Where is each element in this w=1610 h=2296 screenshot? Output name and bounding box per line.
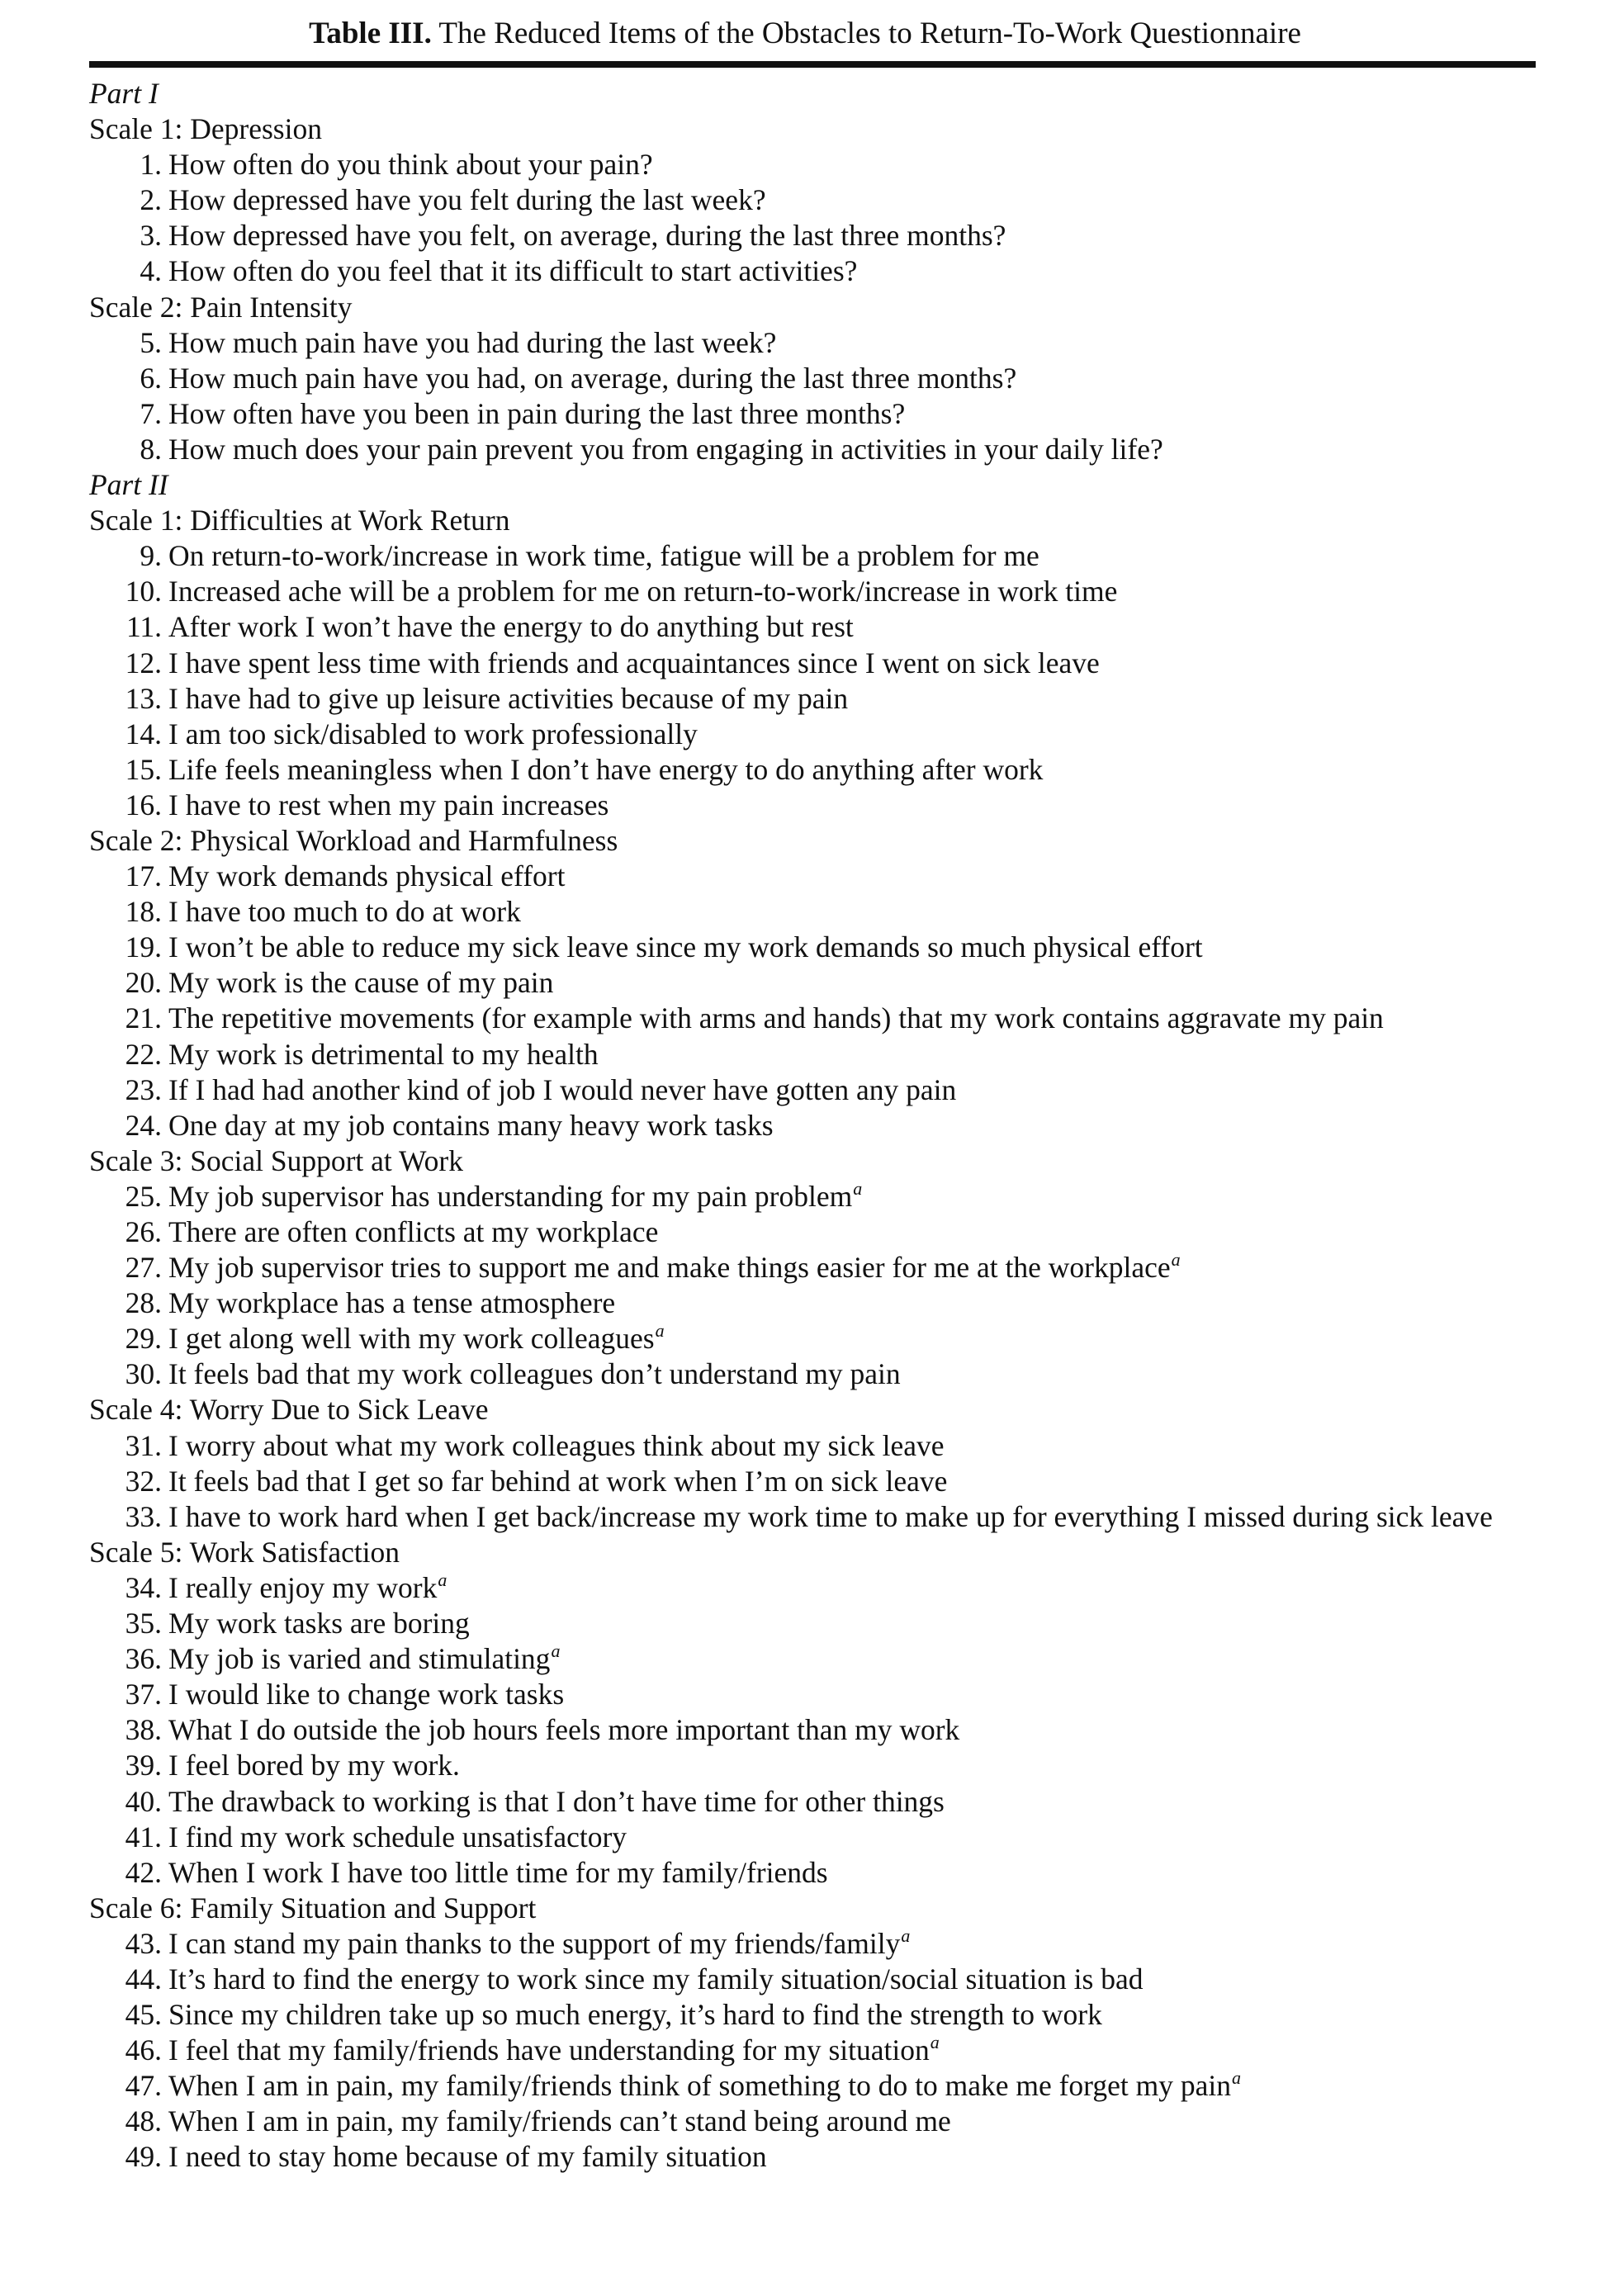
item-text-content: How depressed have you felt during the last week? xyxy=(168,183,766,217)
list-item xyxy=(89,1001,1542,1036)
item-text xyxy=(168,1429,945,1462)
table-caption xyxy=(0,15,1610,53)
item-number: 42. xyxy=(125,1855,162,1889)
scale-heading: Scale 2: Pain Intensity xyxy=(89,290,353,324)
item-number: 49. xyxy=(125,2140,162,2174)
list-item xyxy=(89,1037,1542,1072)
list-item xyxy=(89,1285,1542,1321)
item-number: 24. xyxy=(125,1108,162,1142)
item-number: 6. xyxy=(140,361,162,395)
item-text xyxy=(168,539,1039,572)
item-number: 28. xyxy=(125,1286,162,1320)
list-item xyxy=(89,1677,1542,1712)
header-rule xyxy=(89,61,1536,68)
item-text xyxy=(168,1820,627,1853)
item-text xyxy=(168,148,653,181)
item-number: 41. xyxy=(125,1820,162,1853)
item-text-content: The drawback to working is that I don’t have time for other things xyxy=(168,1784,945,1818)
list-item xyxy=(89,1356,1542,1392)
item-text-content: Increased ache will be a problem for me on return-to-work/increase in work time xyxy=(168,575,1118,608)
list-item xyxy=(89,182,1542,218)
item-number: 7. xyxy=(140,396,162,430)
list-item xyxy=(89,538,1542,574)
list-item xyxy=(89,2068,1542,2104)
item-text-content: My job is varied and stimulating xyxy=(168,1642,551,1676)
footnote-marker: a xyxy=(1231,2067,1241,2089)
item-text-content: My work tasks are boring xyxy=(168,1607,470,1640)
item-text xyxy=(168,1749,460,1782)
footnote-marker: a xyxy=(853,1177,863,1199)
item-text-content: When I work I have too little time for my family/friends xyxy=(168,1855,828,1889)
item-text xyxy=(168,610,854,643)
list-item xyxy=(89,1321,1542,1356)
item-text xyxy=(168,1785,945,1818)
item-text-content: After work I won’t have the energy to do anything but rest xyxy=(168,610,854,644)
item-text xyxy=(168,397,905,430)
list-item xyxy=(89,432,1542,467)
item-number: 26. xyxy=(125,1215,162,1248)
item-text-content: When I am in pain, my family/friends can’t stand being around me xyxy=(168,2104,951,2138)
item-text-content: When I am in pain, my family/friends think of something to do to make me forget my pain xyxy=(168,2069,1231,2103)
item-text-content: My work is detrimental to my health xyxy=(168,1037,599,1071)
item-text xyxy=(168,788,608,821)
item-text xyxy=(168,1465,947,1498)
item-number: 25. xyxy=(125,1179,162,1213)
list-item xyxy=(89,325,1542,361)
item-text-content: I need to stay home because of my family situation xyxy=(168,2140,767,2174)
item-text xyxy=(168,183,766,216)
item-text-content: I get along well with my work colleagues xyxy=(168,1322,655,1356)
item-text-content: I can stand my pain thanks to the support of my friends/family xyxy=(168,1926,901,1960)
item-text-content: How much pain have you had during the last week? xyxy=(168,325,777,359)
list-item xyxy=(89,965,1542,1001)
list-item xyxy=(89,1820,1542,1855)
list-item xyxy=(89,574,1542,609)
footnote-marker: a xyxy=(438,1569,447,1590)
item-text-content: I would like to change work tasks xyxy=(168,1678,565,1711)
item-number: 30. xyxy=(125,1357,162,1391)
item-number: 8. xyxy=(140,432,162,466)
list-item xyxy=(89,1464,1542,1499)
item-text xyxy=(168,1251,1181,1284)
item-text-content: It feels bad that my work colleagues don’t understand my pain xyxy=(168,1357,901,1391)
item-number: 31. xyxy=(125,1428,162,1462)
item-number: 22. xyxy=(125,1037,162,1071)
item-text xyxy=(168,2033,940,2066)
item-text xyxy=(168,646,1100,679)
item-text-content: I have to rest when my pain increases xyxy=(168,788,609,821)
footnote-marker: a xyxy=(551,1640,561,1662)
list-item xyxy=(89,1784,1542,1820)
part-heading: Part I xyxy=(89,77,159,110)
scale-heading: Scale 1: Difficulties at Work Return xyxy=(89,504,510,537)
item-text xyxy=(168,1286,615,1319)
item-number: 19. xyxy=(125,930,162,964)
item-number: 29. xyxy=(125,1322,162,1356)
item-number: 38. xyxy=(125,1713,162,1747)
list-item xyxy=(89,646,1542,681)
item-text-content: It feels bad that I get so far behind at work when I’m on sick leave xyxy=(168,1464,948,1498)
item-number: 32. xyxy=(125,1464,162,1498)
list-item xyxy=(89,1926,1542,1962)
item-text-content: How often have you been in pain during the last three months? xyxy=(168,396,906,430)
item-text xyxy=(168,1109,774,1142)
list-item xyxy=(89,930,1542,965)
item-text-content: My job supervisor has understanding for my pain problem xyxy=(168,1179,853,1213)
scale-heading: Scale 5: Work Satisfaction xyxy=(89,1535,400,1569)
item-number: 15. xyxy=(125,752,162,786)
item-number: 4. xyxy=(140,254,162,288)
list-item xyxy=(89,147,1542,182)
item-number: 27. xyxy=(125,1251,162,1285)
list-item xyxy=(89,1855,1542,1891)
list-item xyxy=(89,1748,1542,1783)
list-item xyxy=(89,2104,1542,2139)
list-item xyxy=(89,859,1542,894)
item-text-content: On return-to-work/increase in work time, fatigue will be a problem for me xyxy=(168,539,1039,573)
item-number: 10. xyxy=(125,575,162,608)
item-text xyxy=(168,1215,658,1248)
item-text xyxy=(168,1001,1384,1034)
table-title: The Reduced Items of the Obstacles to Return-To-Work Questionnaire xyxy=(438,17,1301,50)
item-number: 43. xyxy=(125,1926,162,1960)
item-text xyxy=(168,859,565,892)
list-item xyxy=(89,752,1542,788)
list-item xyxy=(89,788,1542,823)
item-text xyxy=(168,1038,599,1071)
item-number: 20. xyxy=(125,966,162,1000)
item-text xyxy=(168,930,1203,963)
item-text xyxy=(168,326,776,359)
item-text-content: My job supervisor tries to support me and make things easier for me at the workplace xyxy=(168,1251,1171,1285)
item-text-content: I won’t be able to reduce my sick leave since my work demands so much physical effort xyxy=(168,930,1203,964)
list-item xyxy=(89,1179,1542,1214)
item-text-content: There are often conflicts at my workplace xyxy=(168,1215,659,1248)
item-number: 39. xyxy=(125,1749,162,1782)
item-text-content: How depressed have you felt, on average, during the last three months? xyxy=(168,219,1006,253)
item-number: 48. xyxy=(125,2104,162,2138)
item-text xyxy=(168,1571,447,1604)
item-number: 23. xyxy=(125,1072,162,1106)
item-text-content: My workplace has a tense atmosphere xyxy=(168,1286,616,1320)
item-number: 1. xyxy=(140,148,162,182)
item-text-content: I have had to give up leisure activities because of my pain xyxy=(168,681,849,715)
footnote-marker: a xyxy=(901,1924,911,1946)
item-text xyxy=(168,2104,951,2137)
item-text-content: Life feels meaningless when I don’t have energy to do anything after work xyxy=(168,752,1044,786)
list-item xyxy=(89,253,1542,289)
item-number: 46. xyxy=(125,2033,162,2067)
scale-heading: Scale 4: Worry Due to Sick Leave xyxy=(89,1393,489,1427)
list-item xyxy=(89,396,1542,432)
list-item xyxy=(89,361,1542,396)
item-number: 13. xyxy=(125,681,162,715)
scale-heading: Scale 6: Family Situation and Support xyxy=(89,1891,537,1924)
item-text-content: I have spent less time with friends and acquaintances since I went on sick leave xyxy=(168,646,1100,679)
item-text xyxy=(168,1713,959,1746)
item-text-content: What I do outside the job hours feels more important than my work xyxy=(168,1713,960,1747)
item-number: 18. xyxy=(125,895,162,929)
item-text xyxy=(168,2069,1241,2102)
list-item xyxy=(89,609,1542,645)
item-number: 47. xyxy=(125,2069,162,2103)
item-text-content: How much pain have you had, on average, during the last three months? xyxy=(168,361,1017,395)
item-text xyxy=(168,219,1006,252)
item-number: 5. xyxy=(140,325,162,359)
item-text xyxy=(168,1607,470,1640)
part-heading: Part II xyxy=(89,468,168,502)
list-item xyxy=(89,1641,1542,1677)
footnote-marker: a xyxy=(655,1320,665,1342)
scale-heading: Scale 1: Depression xyxy=(89,112,322,146)
footnote-marker: a xyxy=(1171,1249,1181,1271)
item-text-content: I worry about what my work colleagues think about my sick leave xyxy=(168,1428,945,1462)
item-text-content: Since my children take up so much energy, it’s hard to find the strength to work xyxy=(168,1998,1102,2032)
list-item xyxy=(89,1962,1542,1997)
item-number: 36. xyxy=(125,1642,162,1676)
item-text xyxy=(168,362,1016,395)
item-text xyxy=(168,1924,911,1960)
item-text xyxy=(168,1998,1102,2031)
item-text xyxy=(168,1357,901,1390)
item-number: 14. xyxy=(125,717,162,750)
item-text xyxy=(168,1678,564,1711)
item-text-content: How often do you feel that it its difficult to start activities? xyxy=(168,254,858,288)
item-text-content: I find my work schedule unsatisfactory xyxy=(168,1820,627,1853)
item-text xyxy=(168,1856,828,1889)
item-number: 45. xyxy=(125,1998,162,2032)
scale-heading: Scale 3: Social Support at Work xyxy=(89,1143,463,1177)
list-item xyxy=(89,1072,1542,1108)
item-text-content: One day at my job contains many heavy work tasks xyxy=(168,1108,774,1142)
item-text xyxy=(168,682,848,715)
item-text xyxy=(168,1499,1572,1535)
item-number: 34. xyxy=(125,1570,162,1604)
item-text xyxy=(168,753,1043,786)
item-number: 44. xyxy=(125,1962,162,1995)
list-item xyxy=(89,1250,1542,1285)
item-text-content: The repetitive movements (for example with arms and hands) that my work contains aggravate my pain xyxy=(168,1001,1384,1035)
item-text xyxy=(168,1073,956,1106)
item-text-content: My work is the cause of my pain xyxy=(168,966,554,1000)
scale-heading: Scale 2: Physical Workload and Harmfulness xyxy=(89,823,618,857)
questionnaire-items xyxy=(89,76,1542,2175)
list-item xyxy=(89,1570,1542,1606)
list-item xyxy=(89,681,1542,717)
item-text xyxy=(168,575,1117,608)
item-text-content: I feel that my family/friends have understanding for my situation xyxy=(168,2033,930,2067)
item-text xyxy=(168,895,521,928)
list-item xyxy=(89,2139,1542,2175)
item-text xyxy=(168,1322,665,1355)
item-number: 11. xyxy=(125,610,162,644)
footnote-marker: a xyxy=(930,2032,940,2053)
item-number: 21. xyxy=(125,1001,162,1035)
item-text xyxy=(168,1642,560,1675)
item-text xyxy=(168,1962,1144,1995)
item-text xyxy=(168,966,553,999)
item-text-content: I am too sick/disabled to work professionally xyxy=(168,717,698,750)
item-number: 12. xyxy=(125,646,162,679)
list-item xyxy=(89,1428,1542,1464)
list-item xyxy=(89,1606,1542,1641)
item-text xyxy=(168,717,698,750)
list-item xyxy=(89,894,1542,930)
item-text-content: I have too much to do at work xyxy=(168,895,521,929)
list-item xyxy=(89,1499,1542,1535)
item-text xyxy=(168,1177,863,1213)
item-number: 3. xyxy=(140,219,162,253)
table-label: Table III. xyxy=(309,17,432,50)
item-text-content: How much does your pain prevent you from engaging in activities in your daily life? xyxy=(168,432,1163,466)
item-text-content: I have to work hard when I get back/increase my work time to make up for everything I missed during sick leave xyxy=(168,1499,1493,1533)
item-number: 2. xyxy=(140,183,162,217)
item-number: 17. xyxy=(125,859,162,893)
list-item xyxy=(89,1214,1542,1250)
item-text xyxy=(168,254,857,287)
item-number: 35. xyxy=(125,1607,162,1640)
list-item xyxy=(89,1712,1542,1748)
list-item xyxy=(89,2033,1542,2068)
list-item xyxy=(89,1108,1542,1143)
item-number: 9. xyxy=(140,539,162,573)
item-text xyxy=(168,433,1163,466)
item-text-content: If I had had another kind of job I would never have gotten any pain xyxy=(168,1072,957,1106)
item-text-content: I really enjoy my work xyxy=(168,1570,438,1604)
item-text-content: My work demands physical effort xyxy=(168,859,566,893)
item-number: 33. xyxy=(125,1499,162,1533)
item-text-content: I feel bored by my work. xyxy=(168,1749,460,1782)
item-text-content: It’s hard to find the energy to work since my family situation/social situation is bad xyxy=(168,1962,1144,1995)
item-text xyxy=(168,2140,767,2173)
item-text-content: How often do you think about your pain? xyxy=(168,148,653,182)
list-item xyxy=(89,218,1542,253)
list-item xyxy=(89,717,1542,752)
item-number: 37. xyxy=(125,1678,162,1711)
item-number: 16. xyxy=(125,788,162,821)
list-item xyxy=(89,1997,1542,2033)
item-number: 40. xyxy=(125,1784,162,1818)
